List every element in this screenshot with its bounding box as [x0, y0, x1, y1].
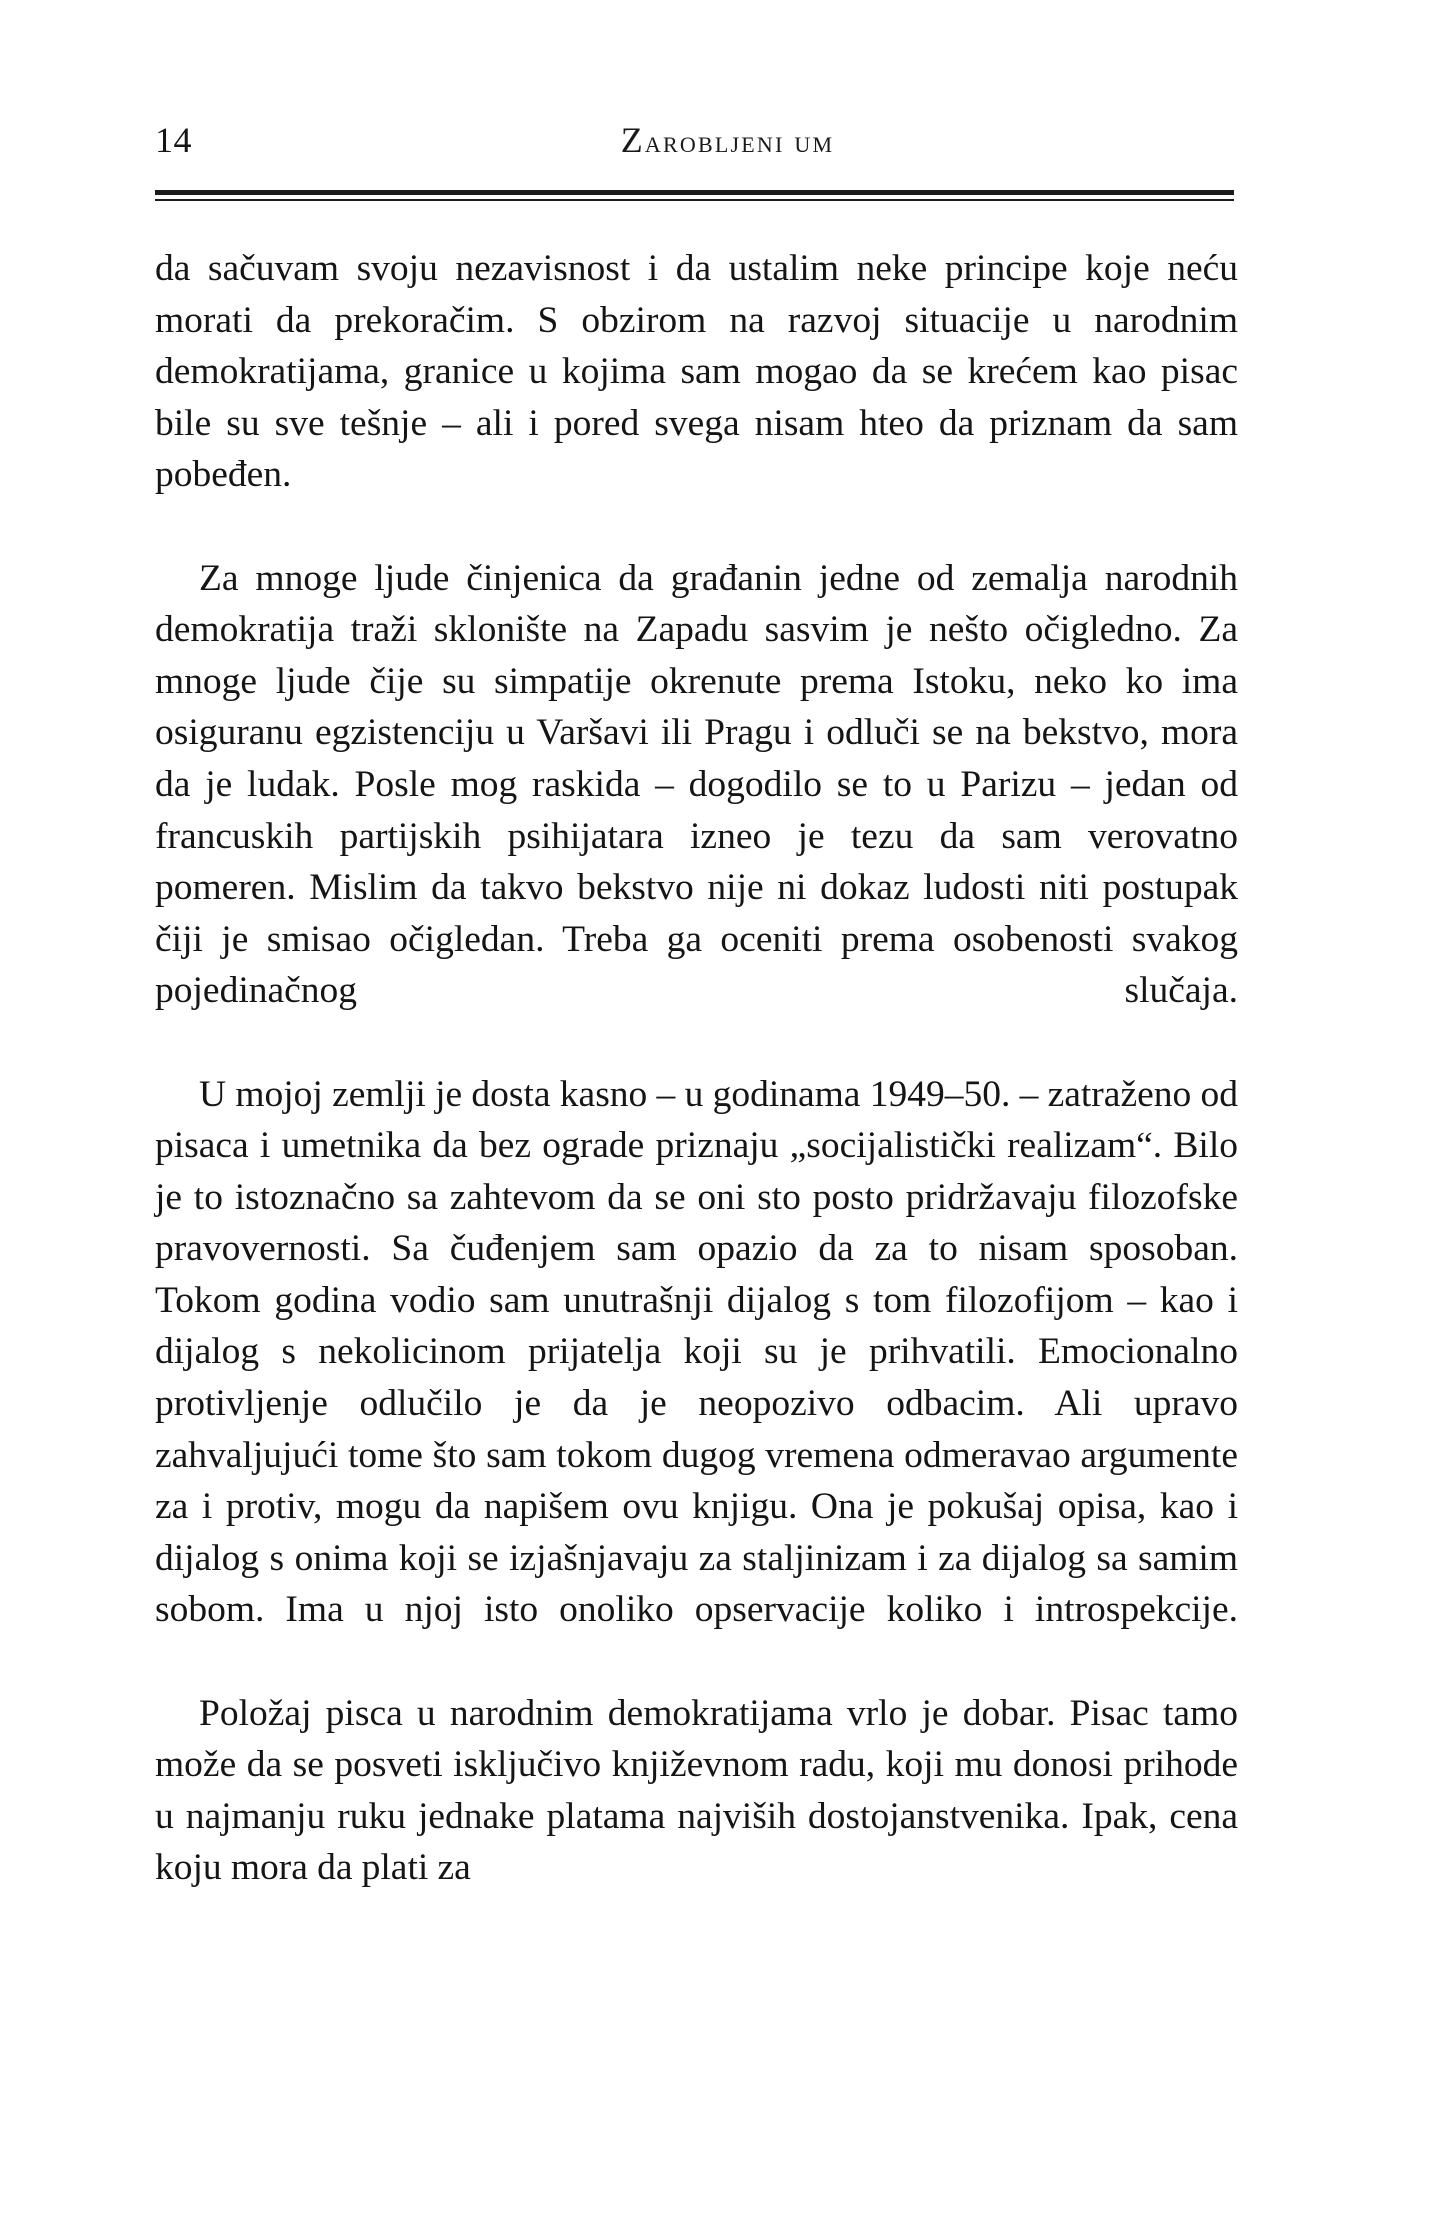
page-number: 14 [155, 120, 192, 160]
header-double-rule [155, 190, 1234, 201]
running-head-rest: arobljeni um [644, 124, 835, 159]
body-text-block [155, 243, 1238, 1894]
page-header [155, 118, 1240, 172]
rule-thin-line [155, 199, 1234, 201]
running-head-title [155, 118, 1240, 164]
paragraph: da sačuvam svoju nezavisnost i da ustalim neke principe koje neću morati da prekoračim. S obzirom na razvoj situacije u narodnim demokratijama, granice u kojima sam mogao da se krećem kao pisac bile su sve tešnje – ali i pored svega nisam hteo da priznam da sam pobeđen. [155, 248, 1238, 496]
paragraph: Za mnoge ljude činjenica da građanin jedne od zemalja narodnih demokratija traži sklonište na Zapadu sasvim je nešto očigledno. Za mnoge ljude čije su simpatije okrenute prema Istoku, neko ko ima osiguranu egzistenciju u Varšavi ili Pragu i odluči se na bekstvo, mora da je ludak. Posle mog raskida – dogodilo se to u Parizu – jedan od francuskih partijskih psihijatara izneo je tezu da sam verovatno pomeren. Mislim da takvo bekstvo nije ni dokaz ludosti niti postupak čiji je smisao očigledan. Treba ga oceniti prema osobenosti svakog pojedinačnog slučaja. [155, 557, 1238, 1012]
paragraph: Položaj pisca u narodnim demokratijama vrlo je dobar. Pisac tamo može da se posveti isključivo književnom radu, koji mu donosi prihode u najmanju ruku jednake platama najviših dostojanstvenika. Ipak, cena koju mora da plati za [155, 1692, 1238, 1889]
running-head-initial: Z [620, 120, 645, 160]
paragraph: U mojoj zemlji je dosta kasno – u godinama 1949–50. – zatraženo od pisaca i umetnika da bez ograde priznaju „socijalistički realizam“. Bilo je to istoznačno sa zahtevom da se oni sto posto pridržavaju filozofske pravovernosti. Sa čuđenjem sam opazio da za to nisam sposoban. Tokom godina vodio sam unutrašnji dijalog s tom filozofijom – kao i dijalog s nekolicinom prijatelja koji su je prihvatili. Emocionalno protivljenje odlučilo je da je neopozivo odbacim. Ali upravo zahvaljujući tome što sam tokom dugog vremena odmeravao argumente za i protiv, mogu da napišem ovu knjigu. Ona je pokušaj opisa, kao i dijalog s onima koji se izjašnjavaju za staljinizam i za dijalog sa samim sobom. Ima u njoj isto onoliko opservacije koliko i introspekcije. [155, 1073, 1238, 1631]
